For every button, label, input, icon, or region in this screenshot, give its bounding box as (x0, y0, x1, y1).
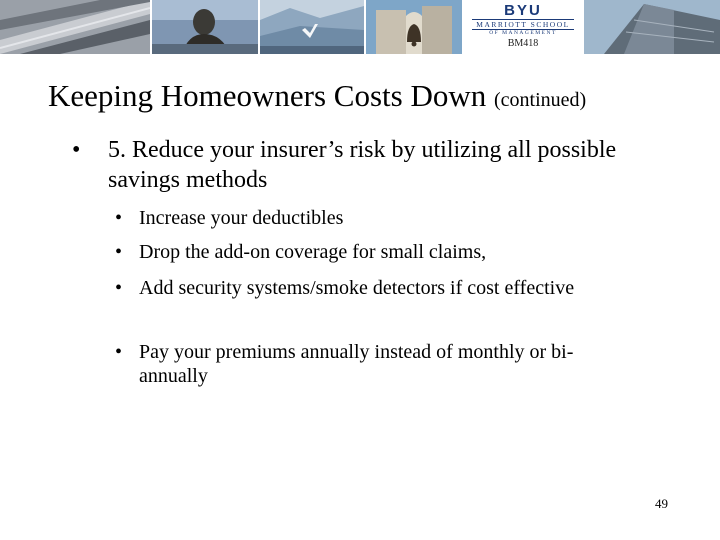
banner-photo-bell (366, 0, 462, 54)
banner-photo-tower (584, 0, 720, 54)
main-bullet-text: 5. Reduce your insurer’s risk by utilizing all possible savings methods (108, 137, 617, 193)
header-banner (0, 0, 720, 54)
bullet-marker: • (115, 207, 123, 229)
course-code: BM418 (507, 38, 539, 49)
banner-photo-statue (152, 0, 258, 54)
logo-school: MARRIOTT SCHOOL (476, 20, 570, 29)
logo-management: OF MANAGEMENT (489, 30, 557, 36)
byu-marriott-logo (464, 2, 582, 52)
slide-title-suffix: (continued) (494, 89, 587, 111)
slide-title-main: Keeping Homeowners Costs Down (48, 78, 487, 113)
page-number: 49 (655, 496, 668, 511)
bullet-marker: • (115, 241, 123, 263)
bullet-marker: • (115, 341, 123, 363)
banner-photo-building (0, 0, 150, 54)
bullet-marker: • (115, 277, 123, 299)
banner-photo-mountain (260, 0, 364, 54)
logo-brand: BYU (504, 2, 542, 19)
sub-bullet-text: Increase your deductibles (139, 207, 344, 229)
sub-bullet-text: Drop the add-on coverage for small claims, (139, 241, 487, 263)
sub-bullet-text: Add security systems/smoke detectors if cost effective (139, 277, 575, 299)
bullet-marker: • (72, 137, 81, 163)
slide-title (48, 78, 586, 114)
main-bullet (72, 135, 617, 193)
sub-bullet-text: Pay your premiums annually instead of monthly or bi-annually (139, 341, 574, 387)
